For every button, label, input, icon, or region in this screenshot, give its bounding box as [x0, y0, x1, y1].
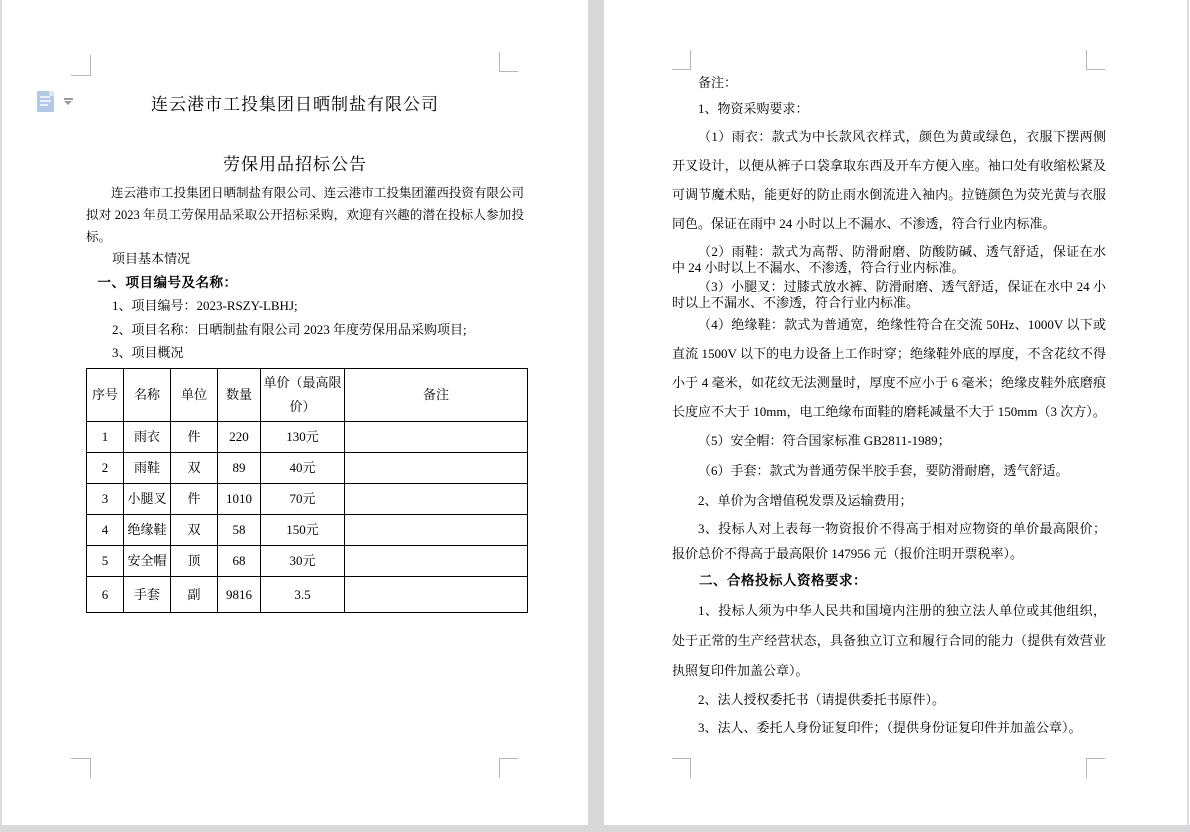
qualification-2: 2、法人授权委托书（请提供委托书原件）。 — [698, 692, 946, 707]
project-number: 1、项目编号：2023-RSZY-LBHJ; — [112, 298, 298, 313]
icon-line — [40, 100, 51, 102]
cell: 220 — [218, 422, 261, 453]
cell — [345, 422, 528, 453]
cell: 件 — [171, 484, 218, 515]
note-item-3: 3、投标人对上表每一物资报价不得高于相对应物资的单价最高限价；报价总价不得高于最高限价 147956 元（报价注明开票税率）。 — [672, 521, 1106, 561]
cell: 130元 — [261, 422, 345, 453]
cell — [345, 453, 528, 484]
col-header: 名称 — [124, 369, 171, 422]
cell: 30元 — [261, 546, 345, 577]
margin-corner-mark — [499, 758, 518, 778]
table-row — [87, 453, 528, 484]
cell: 小腿叉 — [124, 484, 171, 515]
spec-waders: （3）小腿叉：过膝式放水裤、防滑耐磨、透气舒适，保证在水中 24 小时以上不漏水、不渗透，符合行业内标准。 — [672, 279, 1106, 310]
cell: 89 — [218, 453, 261, 484]
chevron-bar — [64, 98, 73, 100]
cell: 5 — [87, 546, 124, 577]
cell: 件 — [171, 422, 218, 453]
cell: 安全帽 — [124, 546, 171, 577]
section-heading-1: 一、项目编号及名称： — [97, 274, 238, 290]
cell: 1010 — [218, 484, 261, 515]
col-header: 单位 — [171, 369, 218, 422]
cell: 70元 — [261, 484, 345, 515]
table-row — [87, 546, 528, 577]
spec-raincoat: （1）雨衣：款式为中长款风衣样式，颜色为黄或绿色，衣服下摆两侧开叉设计，以便从裤子口袋拿取东西及开车方便入座。袖口处有收缩松紧及可调节魔术贴，能更好的防止雨水倒流进入袖内。拉链颜色为荧光黄与衣服同色。保证在雨中 24 小时以上不漏水、不渗透，符合行业内标准。 — [672, 129, 1106, 231]
section-heading-2: 二、合格投标人资格要求： — [699, 573, 867, 588]
cell — [345, 546, 528, 577]
goods-table — [86, 368, 528, 613]
table-header-row — [87, 369, 528, 422]
document-title: 连云港市工投集团日晒制盐有限公司 — [151, 95, 439, 114]
cell — [345, 515, 528, 546]
left-page-edge — [0, 0, 2, 825]
margin-corner-mark — [672, 758, 691, 778]
col-header: 备注 — [345, 369, 528, 422]
margin-corner-mark — [71, 55, 91, 76]
cell: 2 — [87, 453, 124, 484]
table-row — [87, 515, 528, 546]
margin-corner-mark — [672, 50, 691, 70]
cell: 4 — [87, 515, 124, 546]
cell: 顶 — [171, 546, 218, 577]
spec-helmet: （5）安全帽：符合国家标准 GB2811-1989； — [698, 433, 951, 448]
spec-rainboots: （2）雨鞋：款式为高帮、防滑耐磨、防酸防碱、透气舒适，保证在水中 24 小时以上不漏水、不渗透，符合行业内标准。 — [672, 244, 1106, 275]
cell: 副 — [171, 577, 218, 613]
col-header: 单价（最高限价） — [261, 369, 345, 422]
cell: 手套 — [124, 577, 171, 613]
cell: 150元 — [261, 515, 345, 546]
cell: 1 — [87, 422, 124, 453]
section-label: 项目基本情况 — [112, 251, 191, 266]
margin-corner-mark — [71, 758, 91, 778]
cell: 3.5 — [261, 577, 345, 613]
cell: 58 — [218, 515, 261, 546]
qualification-3: 3、法人、委托人身份证复印件；（提供身份证复印件并加盖公章）。 — [698, 720, 1082, 735]
icon-line — [40, 96, 50, 98]
project-overview-label: 3、项目概况 — [112, 345, 184, 360]
note-item-1: 1、物资采购要求： — [698, 101, 809, 116]
cell: 9816 — [218, 577, 261, 613]
table-row — [87, 577, 528, 613]
table-row — [87, 422, 528, 453]
margin-corner-mark — [1086, 758, 1105, 778]
col-header: 序号 — [87, 369, 124, 422]
margin-corner-mark — [1086, 50, 1105, 70]
cell: 雨衣 — [124, 422, 171, 453]
document-subtitle: 劳保用品招标公告 — [223, 155, 367, 174]
cell: 绝缘鞋 — [124, 515, 171, 546]
chevron-down-icon[interactable] — [64, 98, 73, 106]
qualification-1: 1、投标人须为中华人民共和国境内注册的独立法人单位或其他组织，处于正常的生产经营状态，具备独立订立和履行合同的能力（提供有效营业执照复印件加盖公章）。 — [672, 603, 1106, 678]
cell: 雨鞋 — [124, 453, 171, 484]
spec-gloves: （6）手套：款式为普通劳保半胶手套，要防滑耐磨，透气舒适。 — [698, 463, 1069, 478]
icon-line — [40, 104, 48, 106]
workspace-background — [0, 825, 1190, 832]
cell: 双 — [171, 515, 218, 546]
table-row — [87, 484, 528, 515]
project-info-block — [86, 247, 524, 365]
cell — [345, 577, 528, 613]
margin-corner-mark — [499, 52, 518, 72]
project-name: 2、项目名称：日晒制盐有限公司 2023 年度劳保用品采购项目; — [112, 321, 467, 337]
cell: 6 — [87, 577, 124, 613]
cell — [345, 484, 528, 515]
right-page-edge — [1187, 0, 1189, 825]
col-header: 数量 — [218, 369, 261, 422]
cell: 40元 — [261, 453, 345, 484]
spec-insulating-shoes: （4）绝缘鞋：款式为普通宽，绝缘性符合在交流 50Hz、1000V 以下或直流 1500V 以下的电力设备上工作时穿；绝缘鞋外底的厚度，不含花纹不得小于 4 毫米，如花纹无法测量时，厚度不应小于 6 毫米；绝缘皮鞋外底磨痕长度应不大于 10mm，电工绝缘布面鞋的磨耗减量不大于 150mm（3 次方）。 — [672, 317, 1106, 419]
cell: 3 — [87, 484, 124, 515]
page-gap — [588, 0, 604, 825]
cell: 双 — [171, 453, 218, 484]
chevron-triangle — [64, 101, 72, 105]
cell: 68 — [218, 546, 261, 577]
notes-block — [672, 70, 1106, 742]
paste-options-icon[interactable] — [37, 91, 54, 112]
note-item-2: 2、单价为含增值税发票及运输费用； — [698, 493, 913, 508]
intro-paragraph: 连云港市工投集团日晒制盐有限公司、连云港市工投集团灌西投资有限公司拟对 2023 年员工劳保用品采取公开招标采购，欢迎有兴趣的潜在投标人参加投标。 — [86, 186, 524, 244]
note-label: 备注： — [698, 75, 738, 90]
